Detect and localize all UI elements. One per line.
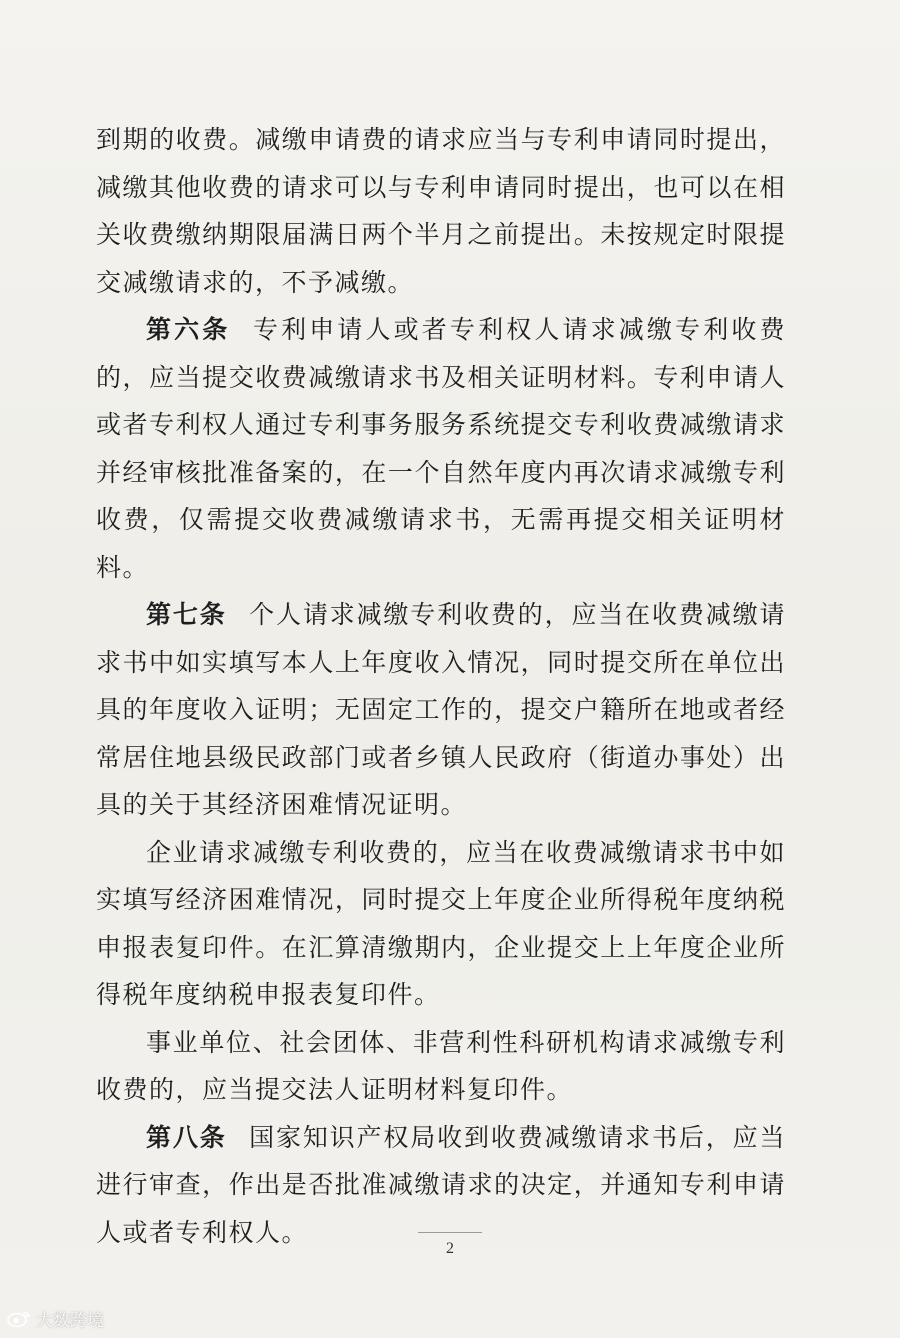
page-number-rule	[418, 1232, 482, 1233]
weibo-eye-icon	[6, 1310, 32, 1328]
paragraph-text: 事业单位、社会团体、非营利性科研机构请求减缴专利收费的，应当提交法人证明材料复印件。	[96, 1027, 786, 1104]
watermark	[6, 1306, 104, 1331]
paragraph-text: 到期的收费。减缴申请费的请求应当与专利申请同时提出，减缴其他收费的请求可以与专利申请同时提出，也可以在相关收费缴纳期限届满日两个半月之前提出。未按规定时限提交减缴请求的，不予减缴。	[96, 125, 786, 297]
paragraph-text: 国家知识产权局收到收费减缴请求书后，应当进行审查，作出是否批准减缴请求的决定，并通知专利申请人或者专利权人。	[96, 1122, 786, 1247]
paragraph-continuation	[96, 116, 786, 306]
article-8	[96, 1114, 786, 1257]
paragraph-text: 专利申请人或者专利权人请求减缴专利收费的，应当提交收费减缴请求书及相关证明材料。专利申请人或者专利权人通过专利事务服务系统提交专利收费减缴请求并经审核批准备案的，在一个自然年度内再次请求减缴专利收费，仅需提交收费减缴请求书，无需再提交相关证明材料。	[96, 315, 786, 582]
paragraph-enterprise	[96, 829, 786, 1019]
article-7	[96, 591, 786, 829]
article-heading: 第八条	[146, 1122, 227, 1152]
page-number: 2	[446, 1240, 454, 1257]
watermark-text: 大数跨境	[36, 1311, 104, 1331]
paragraph-institutions	[96, 1019, 786, 1114]
article-heading: 第七条	[146, 600, 227, 629]
article-6	[96, 306, 786, 591]
paragraph-text: 个人请求减缴专利收费的，应当在收费减缴请求书中如实填写本人上年度收入情况，同时提交所在单位出具的年度收入证明；无固定工作的，提交户籍所在地或者经常居住地县级民政部门或者乡镇人民政府（街道办事处）出具的关于其经济困难情况证明。	[96, 600, 786, 819]
paragraph-text: 企业请求减缴专利收费的，应当在收费减缴请求书中如实填写经济困难情况，同时提交上年度企业所得税年度纳税申报表复印件。在汇算清缴期内，企业提交上上年度企业所得税年度纳税申报表复印件。	[96, 837, 786, 1009]
article-heading: 第六条	[146, 315, 231, 344]
document-body	[96, 116, 786, 1256]
